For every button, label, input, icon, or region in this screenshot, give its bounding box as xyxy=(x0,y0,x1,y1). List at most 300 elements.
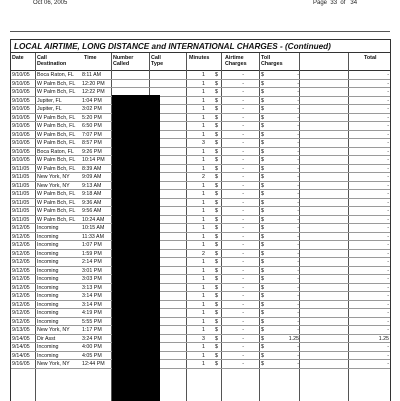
cell-minutes: 1 xyxy=(202,114,205,121)
cell-destination: W Palm Bch, FL xyxy=(37,199,76,206)
cell-total: - xyxy=(387,97,389,104)
cell-toll-charge: - xyxy=(297,216,299,223)
table-row xyxy=(11,88,390,97)
cell-airtime-dollar: $ xyxy=(215,276,218,282)
cell-destination: New York, NY xyxy=(37,327,70,333)
cell-toll-charge: - xyxy=(297,140,299,146)
cell-toll-charge: - xyxy=(297,97,299,104)
cell-airtime-charge: - xyxy=(242,89,244,95)
cell-airtime-charge: - xyxy=(242,165,244,172)
cell-total: - xyxy=(387,250,389,257)
cell-time: 4:19 PM xyxy=(82,310,102,316)
cell-airtime-charge: - xyxy=(242,250,244,257)
cell-date: 9/11/05 xyxy=(12,182,30,189)
top-divider xyxy=(10,31,390,32)
cell-total: - xyxy=(387,327,389,333)
cell-toll-dollar: $ xyxy=(261,361,264,367)
cell-toll-charge: - xyxy=(297,191,299,197)
cell-minutes: 1 xyxy=(202,148,205,155)
cell-airtime-dollar: $ xyxy=(215,344,218,350)
cell-toll-charge: - xyxy=(297,123,299,129)
cell-time: 7:07 PM xyxy=(82,131,102,138)
cell-toll-dollar: $ xyxy=(261,157,264,163)
cell-airtime-dollar: $ xyxy=(215,80,218,87)
cell-total: - xyxy=(387,199,389,206)
cell-airtime-charge: - xyxy=(242,327,244,333)
cell-toll-charge: - xyxy=(297,361,299,367)
cell-airtime-charge: - xyxy=(242,174,244,180)
cell-date: 9/11/05 xyxy=(12,174,30,180)
page-indicator: Page 33 of 34 xyxy=(313,0,358,6)
cell-total: - xyxy=(387,242,389,248)
cell-minutes: 1 xyxy=(202,318,205,325)
cell-time: 1:07 PM xyxy=(82,242,102,248)
col-date: Date xyxy=(12,55,24,61)
cell-time: 3:14 PM xyxy=(82,293,102,299)
cell-minutes: 1 xyxy=(202,361,205,367)
cell-date: 9/11/05 xyxy=(12,199,30,206)
cell-destination: Incoming xyxy=(37,225,59,231)
cell-toll-charge: - xyxy=(297,327,299,333)
cell-minutes: 1 xyxy=(202,72,205,78)
cell-date: 9/10/05 xyxy=(12,131,30,138)
cell-minutes: 1 xyxy=(202,242,205,248)
cell-destination: W Palm Bch, FL xyxy=(37,165,76,172)
cell-date: 9/14/05 xyxy=(12,344,30,350)
table-row xyxy=(11,352,390,361)
col-time: Time xyxy=(84,55,97,61)
cell-airtime-dollar: $ xyxy=(215,140,218,146)
cell-total: - xyxy=(387,106,389,112)
cell-total: - xyxy=(387,293,389,299)
cell-airtime-dollar: $ xyxy=(215,182,218,189)
cell-date: 9/11/05 xyxy=(12,165,30,172)
cell-destination: W Palm Bch, FL xyxy=(37,89,76,95)
cell-time: 1:59 PM xyxy=(82,250,102,257)
cell-minutes: 1 xyxy=(202,165,205,172)
cell-toll-dollar: $ xyxy=(261,182,264,189)
cell-toll-charge: - xyxy=(297,148,299,155)
cell-toll-charge: 1.25 xyxy=(288,335,299,342)
col-call-destination: Call Destination xyxy=(37,55,67,67)
cell-destination: W Palm Bch, FL xyxy=(37,208,76,214)
cell-airtime-dollar: $ xyxy=(215,199,218,206)
cell-toll-charge: - xyxy=(297,208,299,214)
cell-airtime-charge: - xyxy=(242,182,244,189)
cell-date: 9/10/05 xyxy=(12,72,30,78)
cell-toll-dollar: $ xyxy=(261,233,264,240)
cell-minutes: 1 xyxy=(202,284,205,291)
cell-destination: Jupiter, FL xyxy=(37,106,62,112)
cell-time: 8:57 PM xyxy=(82,140,102,146)
cell-toll-dollar: $ xyxy=(261,114,264,121)
cell-time: 9:36 AM xyxy=(82,199,102,206)
cell-date: 9/12/05 xyxy=(12,267,30,274)
cell-airtime-charge: - xyxy=(242,97,244,104)
cell-toll-dollar: $ xyxy=(261,148,264,155)
cell-airtime-charge: - xyxy=(242,157,244,163)
cell-total: - xyxy=(387,225,389,231)
table-row xyxy=(11,250,390,259)
cell-minutes: 1 xyxy=(202,225,205,231)
cell-time: 1:04 PM xyxy=(82,97,102,104)
cell-total: - xyxy=(387,361,389,367)
cell-time: 3:24 PM xyxy=(82,335,102,342)
cell-toll-dollar: $ xyxy=(261,242,264,248)
cell-total: - xyxy=(387,123,389,129)
cell-airtime-charge: - xyxy=(242,259,244,265)
cell-total: - xyxy=(387,191,389,197)
cell-minutes: 1 xyxy=(202,344,205,350)
cell-time: 9:13 AM xyxy=(82,182,102,189)
cell-time: 3:02 PM xyxy=(82,106,102,112)
cell-date: 9/10/05 xyxy=(12,106,30,112)
cell-toll-charge: - xyxy=(297,310,299,316)
cell-total: - xyxy=(387,148,389,155)
cell-time: 4:00 PM xyxy=(82,344,102,350)
cell-destination: Incoming xyxy=(37,310,59,316)
cell-date: 9/12/05 xyxy=(12,250,30,257)
col-minutes: Minutes xyxy=(189,55,210,61)
cell-destination: New York, NY xyxy=(37,182,70,189)
table-row xyxy=(11,165,390,174)
cell-time: 9:56 AM xyxy=(82,208,102,214)
cell-minutes: 1 xyxy=(202,131,205,138)
cell-minutes: 1 xyxy=(202,89,205,95)
table-row xyxy=(11,71,390,80)
cell-airtime-dollar: $ xyxy=(215,174,218,180)
table-row xyxy=(11,114,390,123)
cell-date: 9/10/05 xyxy=(12,140,30,146)
cell-airtime-dollar: $ xyxy=(215,267,218,274)
table-row xyxy=(11,173,390,182)
cell-destination: Boca Raton, FL xyxy=(37,72,74,78)
cell-airtime-dollar: $ xyxy=(215,157,218,163)
cell-total: - xyxy=(387,352,389,359)
cell-total: - xyxy=(387,174,389,180)
cell-total: - xyxy=(387,89,389,95)
cell-date: 9/11/05 xyxy=(12,191,30,197)
cell-airtime-dollar: $ xyxy=(215,89,218,95)
cell-minutes: 3 xyxy=(202,335,205,342)
cell-toll-charge: - xyxy=(297,352,299,359)
cell-destination: Jupiter, FL xyxy=(37,97,62,104)
cell-total: - xyxy=(387,276,389,282)
cell-destination: Dir Asst xyxy=(37,335,56,342)
cell-time: 1:17 PM xyxy=(82,327,102,333)
table-row xyxy=(11,335,390,344)
cell-minutes: 1 xyxy=(202,216,205,223)
cell-toll-dollar: $ xyxy=(261,123,264,129)
cell-toll-charge: - xyxy=(297,114,299,121)
cell-toll-charge: - xyxy=(297,259,299,265)
cell-toll-charge: - xyxy=(297,225,299,231)
cell-time: 3:14 PM xyxy=(82,301,102,308)
cell-airtime-charge: - xyxy=(242,123,244,129)
cell-toll-dollar: $ xyxy=(261,131,264,138)
cell-destination: Incoming xyxy=(37,301,59,308)
cell-toll-dollar: $ xyxy=(261,225,264,231)
cell-toll-charge: - xyxy=(297,131,299,138)
cell-time: 12:22 PM xyxy=(82,89,105,95)
cell-minutes: 1 xyxy=(202,352,205,359)
cell-date: 9/10/05 xyxy=(12,89,30,95)
redaction-block xyxy=(112,95,160,401)
cell-airtime-charge: - xyxy=(242,293,244,299)
cell-toll-dollar: $ xyxy=(261,199,264,206)
table-row xyxy=(11,105,390,114)
cell-destination: W Palm Bch, FL xyxy=(37,114,76,121)
cell-airtime-charge: - xyxy=(242,148,244,155)
cell-toll-dollar: $ xyxy=(261,284,264,291)
cell-toll-charge: - xyxy=(297,318,299,325)
cell-date: 9/10/05 xyxy=(12,97,30,104)
page-header xyxy=(0,0,400,8)
table-row xyxy=(11,267,390,276)
cell-minutes: 1 xyxy=(202,233,205,240)
charges-table xyxy=(10,39,391,401)
table-row xyxy=(11,122,390,131)
cell-airtime-charge: - xyxy=(242,276,244,282)
cell-total: - xyxy=(387,259,389,265)
section-title: LOCAL AIRTIME, LONG DISTANCE and INTERNATIONAL CHARGES - (Continued) xyxy=(11,40,390,53)
cell-minutes: 1 xyxy=(202,80,205,87)
cell-toll-dollar: $ xyxy=(261,106,264,112)
cell-airtime-dollar: $ xyxy=(215,165,218,172)
cell-airtime-dollar: $ xyxy=(215,259,218,265)
cell-airtime-dollar: $ xyxy=(215,335,218,342)
cell-airtime-dollar: $ xyxy=(215,225,218,231)
cell-airtime-charge: - xyxy=(242,131,244,138)
cell-destination: New York, NY xyxy=(37,361,70,367)
cell-toll-dollar: $ xyxy=(261,216,264,223)
cell-airtime-dollar: $ xyxy=(215,148,218,155)
table-row xyxy=(11,309,390,318)
table-row xyxy=(11,216,390,225)
cell-date: 9/12/05 xyxy=(12,259,30,265)
cell-toll-dollar: $ xyxy=(261,140,264,146)
cell-airtime-dollar: $ xyxy=(215,123,218,129)
table-row xyxy=(11,241,390,250)
cell-toll-charge: - xyxy=(297,276,299,282)
cell-destination: Incoming xyxy=(37,276,59,282)
cell-toll-charge: - xyxy=(297,344,299,350)
cell-date: 9/11/05 xyxy=(12,208,30,214)
cell-time: 4:05 PM xyxy=(82,352,102,359)
cell-date: 9/14/05 xyxy=(12,352,30,359)
table-row xyxy=(11,233,390,242)
cell-airtime-charge: - xyxy=(242,318,244,325)
cell-airtime-charge: - xyxy=(242,335,244,342)
cell-total: - xyxy=(387,284,389,291)
cell-toll-dollar: $ xyxy=(261,97,264,104)
cell-time: 3:03 PM xyxy=(82,276,102,282)
table-row xyxy=(11,97,390,106)
cell-airtime-dollar: $ xyxy=(215,106,218,112)
table-header xyxy=(11,53,390,71)
cell-toll-dollar: $ xyxy=(261,72,264,78)
table-row xyxy=(11,80,390,89)
cell-airtime-charge: - xyxy=(242,242,244,248)
table-row xyxy=(11,190,390,199)
cell-total: - xyxy=(387,208,389,214)
cell-destination: Incoming xyxy=(37,267,59,274)
cell-minutes: 1 xyxy=(202,293,205,299)
table-row xyxy=(11,182,390,191)
cell-date: 9/11/05 xyxy=(12,216,30,223)
col-number-called: Number Called xyxy=(113,55,134,67)
cell-toll-charge: - xyxy=(297,182,299,189)
cell-total: - xyxy=(387,182,389,189)
table-row xyxy=(11,258,390,267)
table-row xyxy=(11,301,390,310)
cell-time: 3:01 PM xyxy=(82,267,102,274)
table-row xyxy=(11,207,390,216)
cell-time: 8:11 AM xyxy=(82,72,102,78)
table-row xyxy=(11,131,390,140)
cell-airtime-dollar: $ xyxy=(215,242,218,248)
table-row xyxy=(11,284,390,293)
cell-time: 12:20 PM xyxy=(82,80,105,87)
cell-time: 11:33 AM xyxy=(82,233,104,240)
cell-toll-charge: - xyxy=(297,106,299,112)
cell-toll-dollar: $ xyxy=(261,318,264,325)
cell-toll-charge: - xyxy=(297,165,299,172)
cell-toll-charge: - xyxy=(297,242,299,248)
cell-airtime-dollar: $ xyxy=(215,208,218,214)
cell-minutes: 2 xyxy=(202,174,205,180)
cell-total: 1.25 xyxy=(378,335,389,342)
cell-toll-dollar: $ xyxy=(261,267,264,274)
cell-airtime-charge: - xyxy=(242,267,244,274)
cell-total: - xyxy=(387,140,389,146)
cell-toll-dollar: $ xyxy=(261,250,264,257)
cell-destination: Incoming xyxy=(37,293,59,299)
cell-total: - xyxy=(387,267,389,274)
table-row xyxy=(11,148,390,157)
cell-airtime-dollar: $ xyxy=(215,216,218,223)
table-row xyxy=(11,318,390,327)
cell-minutes: 1 xyxy=(202,123,205,129)
cell-destination: W Palm Bch, FL xyxy=(37,216,76,223)
cell-date: 9/10/05 xyxy=(12,148,30,155)
cell-date: 9/10/05 xyxy=(12,123,30,129)
cell-destination: Incoming xyxy=(37,242,59,248)
cell-destination: W Palm Bch, FL xyxy=(37,140,76,146)
cell-toll-charge: - xyxy=(297,174,299,180)
cell-destination: Incoming xyxy=(37,352,59,359)
cell-airtime-charge: - xyxy=(242,361,244,367)
cell-total: - xyxy=(387,233,389,240)
cell-airtime-charge: - xyxy=(242,284,244,291)
cell-airtime-charge: - xyxy=(242,225,244,231)
cell-date: 9/10/05 xyxy=(12,80,30,87)
cell-toll-dollar: $ xyxy=(261,276,264,282)
cell-time: 9:18 AM xyxy=(82,191,102,197)
cell-toll-charge: - xyxy=(297,250,299,257)
cell-destination: W Palm Bch, FL xyxy=(37,131,76,138)
cell-airtime-dollar: $ xyxy=(215,131,218,138)
cell-total: - xyxy=(387,318,389,325)
cell-airtime-dollar: $ xyxy=(215,318,218,325)
cell-minutes: 1 xyxy=(202,276,205,282)
cell-toll-dollar: $ xyxy=(261,89,264,95)
cell-toll-dollar: $ xyxy=(261,335,264,342)
cell-airtime-charge: - xyxy=(242,233,244,240)
cell-date: 9/12/05 xyxy=(12,242,30,248)
cell-minutes: 1 xyxy=(202,199,205,206)
cell-minutes: 1 xyxy=(202,97,205,104)
cell-destination: Boca Raton, FL xyxy=(37,148,74,155)
cell-date: 9/14/05 xyxy=(12,335,30,342)
table-row xyxy=(11,199,390,208)
col-call-type: Call Type xyxy=(151,55,164,67)
col-toll-charges: Toll Charges xyxy=(261,55,283,67)
cell-destination: Incoming xyxy=(37,259,59,265)
table-body xyxy=(11,71,390,369)
cell-airtime-charge: - xyxy=(242,191,244,197)
cell-airtime-dollar: $ xyxy=(215,114,218,121)
cell-airtime-dollar: $ xyxy=(215,191,218,197)
cell-toll-dollar: $ xyxy=(261,174,264,180)
cell-time: 9:26 PM xyxy=(82,148,102,155)
table-row xyxy=(11,326,390,335)
cell-date: 9/16/05 xyxy=(12,361,30,367)
cell-airtime-charge: - xyxy=(242,344,244,350)
cell-minutes: 2 xyxy=(202,250,205,257)
cell-time: 3:13 PM xyxy=(82,284,102,291)
cell-time: 10:14 PM xyxy=(82,157,105,163)
cell-minutes: 1 xyxy=(202,106,205,112)
cell-time: 6:50 PM xyxy=(82,123,102,129)
cell-toll-charge: - xyxy=(297,301,299,308)
table-row xyxy=(11,156,390,165)
table-row xyxy=(11,224,390,233)
cell-destination: Incoming xyxy=(37,284,59,291)
cell-airtime-charge: - xyxy=(242,140,244,146)
table-row xyxy=(11,275,390,284)
cell-toll-dollar: $ xyxy=(261,293,264,299)
cell-airtime-dollar: $ xyxy=(215,301,218,308)
cell-total: - xyxy=(387,344,389,350)
cell-airtime-dollar: $ xyxy=(215,361,218,367)
cell-minutes: 1 xyxy=(202,157,205,163)
col-airtime-charges: Airtime Charges xyxy=(225,55,247,67)
table-row xyxy=(11,360,390,369)
cell-airtime-dollar: $ xyxy=(215,250,218,257)
cell-airtime-dollar: $ xyxy=(215,72,218,78)
cell-time: 9:09 AM xyxy=(82,174,102,180)
cell-airtime-charge: - xyxy=(242,106,244,112)
cell-minutes: 1 xyxy=(202,191,205,197)
cell-destination: W Palm Bch, FL xyxy=(37,157,76,163)
cell-toll-charge: - xyxy=(297,72,299,78)
cell-total: - xyxy=(387,80,389,87)
cell-toll-dollar: $ xyxy=(261,310,264,316)
cell-time: 10:24 AM xyxy=(82,216,105,223)
cell-airtime-charge: - xyxy=(242,352,244,359)
cell-destination: W Palm Bch, FL xyxy=(37,191,76,197)
cell-date: 9/12/05 xyxy=(12,293,30,299)
cell-airtime-dollar: $ xyxy=(215,284,218,291)
cell-time: 10:15 AM xyxy=(82,225,105,231)
cell-minutes: 1 xyxy=(202,259,205,265)
cell-minutes: 1 xyxy=(202,310,205,316)
cell-time: 2:14 PM xyxy=(82,259,102,265)
table-row xyxy=(11,292,390,301)
cell-airtime-dollar: $ xyxy=(215,352,218,359)
cell-date: 9/12/05 xyxy=(12,318,30,325)
